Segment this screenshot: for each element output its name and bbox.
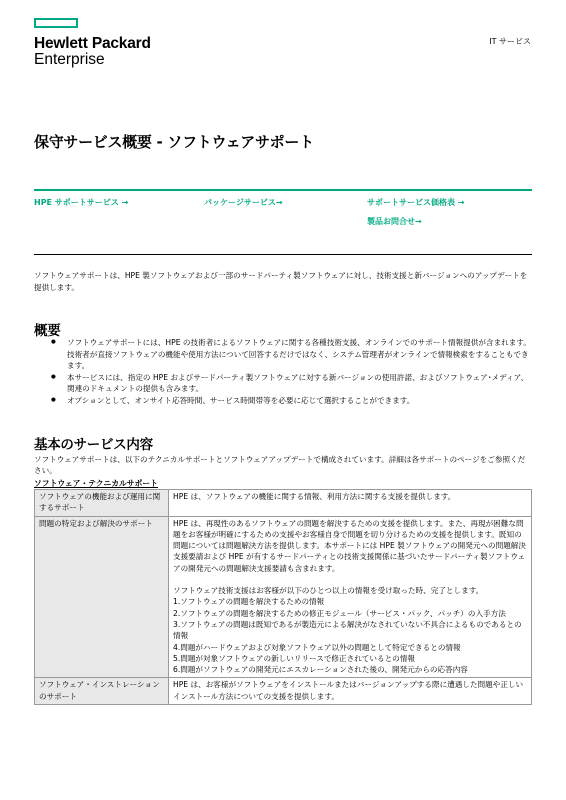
nav-link-package-services[interactable]: パッケージサービス→ [204, 198, 283, 207]
description-paragraph: 4.問題がハードウェアおよび対象ソフトウェア以外の問題として特定できるとの情報 [173, 642, 461, 652]
table-cell-description [169, 516, 532, 678]
nav-link-support-services[interactable]: HPE サポートサービス → [34, 198, 129, 207]
list-item: ● ソフトウェアサポートには、HPE の技術者によるソフトウェアに関する各種技術支援、オンラインでのサポート情報提供が含まれます。技術者が直接ソフトウェアの機能や使用方法について回答するだけではなく、システム管理者がオンラインで情報検索をすることもできます。 [67, 337, 532, 372]
table-cell-description [169, 490, 532, 517]
description-paragraph: 3.ソフトウェアの問題は既知であるが製造元による解決がなされていない不具合によるものであるとの情報 [173, 619, 522, 641]
table-row [35, 678, 532, 705]
description-paragraph: 6.問題がソフトウェアの開発元にエスカレーションされた後の、開発元からの応答内容 [173, 665, 468, 675]
hpe-logo-bar [34, 18, 78, 28]
intro-paragraph: ソフトウェアサポートは、HPE 製ソフトウェアおよび一部のサードパーティ製ソフトウェアに対し、技術支援と新バージョンへのアップデートを提供します。 [34, 271, 528, 292]
nav-link-price-list[interactable]: サポートサービス価格表 → [367, 198, 465, 207]
description-paragraph: 2.ソフトウェアの問題を解決するための修正モジュール（サービス・パック、パッチ）の入手方法 [173, 608, 506, 618]
list-item: ● オプションとして、オンサイト応答時間、サービス時間帯等を必要に応じて選択することができます。 [67, 395, 532, 407]
technical-support-subheading: ソフトウェア・テクニカルサポート [34, 479, 158, 488]
description-paragraph: ソフトウェア技術支援はお客様が以下のひとつ以上の情報を受け取った時、完了とします。 [173, 586, 484, 596]
table-cell-service-name: 問題の特定および解決のサポート [35, 516, 169, 678]
table-cell-description [169, 678, 532, 705]
green-divider [34, 189, 532, 191]
list-item: ● 本サービスには、指定の HPE およびサードパーティ製ソフトウェアに対する新バージョンの使用許諾、およびソフトウェア･メディア、関連のドキュメントの提供も含みます。 [67, 372, 532, 395]
category-label: IT サービス [489, 37, 531, 46]
services-intro: ソフトウェアサポートは、以下のテクニカルサポートとソフトウェアアップデートで構成されています。詳細は各サポートのページをご参照ください。 [34, 455, 526, 476]
overview-heading: 概要 [34, 323, 61, 339]
hpe-logo [34, 36, 151, 69]
black-divider [34, 254, 532, 255]
logo-line-2: Enterprise [34, 51, 105, 69]
table-row [35, 516, 532, 678]
paragraph-spacer [173, 574, 527, 585]
table-cell-service-name: ソフトウェアの機能および運用に関するサポート [35, 490, 169, 517]
description-paragraph: HPE は、再現性のあるソフトウェアの問題を解決するための支援を提供します。また、再現が困難な問題をお客様が明確にするための支援やお客様自身で問題を切り分けるための支援を提供します。既知の問題については問題解決方法を提供します。本サポートには HPE 製ソフトウェアの開発元への問題解決支援要請および HPE が有するサードパーティとの技術支援関係に基づいたサードパーティ製ソフトウェアの開発元への問題解決支援要請も含まれます。 [173, 518, 526, 573]
logo-line-1: Hewlett Packard [34, 35, 151, 52]
page-title: 保守サービス概要 - ソフトウェアサポート [34, 133, 314, 151]
services-heading: 基本のサービス内容 [34, 437, 153, 453]
table-row [35, 490, 532, 517]
overview-list [34, 337, 532, 407]
description-paragraph: HPE は、お客様がソフトウェアをインストールまたはバージョンアップする際に遭遇した問題や正しいインストール方法についての支援を提供します。 [173, 680, 524, 701]
services-table [34, 489, 532, 705]
description-paragraph: HPE は、ソフトウェアの機能に関する情報、利用方法に関する支援を提供します。 [173, 492, 456, 501]
description-paragraph: 5.問題が対象ソフトウェアの新しいリリースで修正されているとの情報 [173, 653, 415, 663]
table-cell-service-name: ソフトウェア・インストレーションのサポート [35, 678, 169, 705]
description-paragraph: 1.ソフトウェアの問題を解決するための情報 [173, 597, 325, 607]
nav-link-product-inquiry[interactable]: 製品お問合せ→ [367, 217, 422, 226]
